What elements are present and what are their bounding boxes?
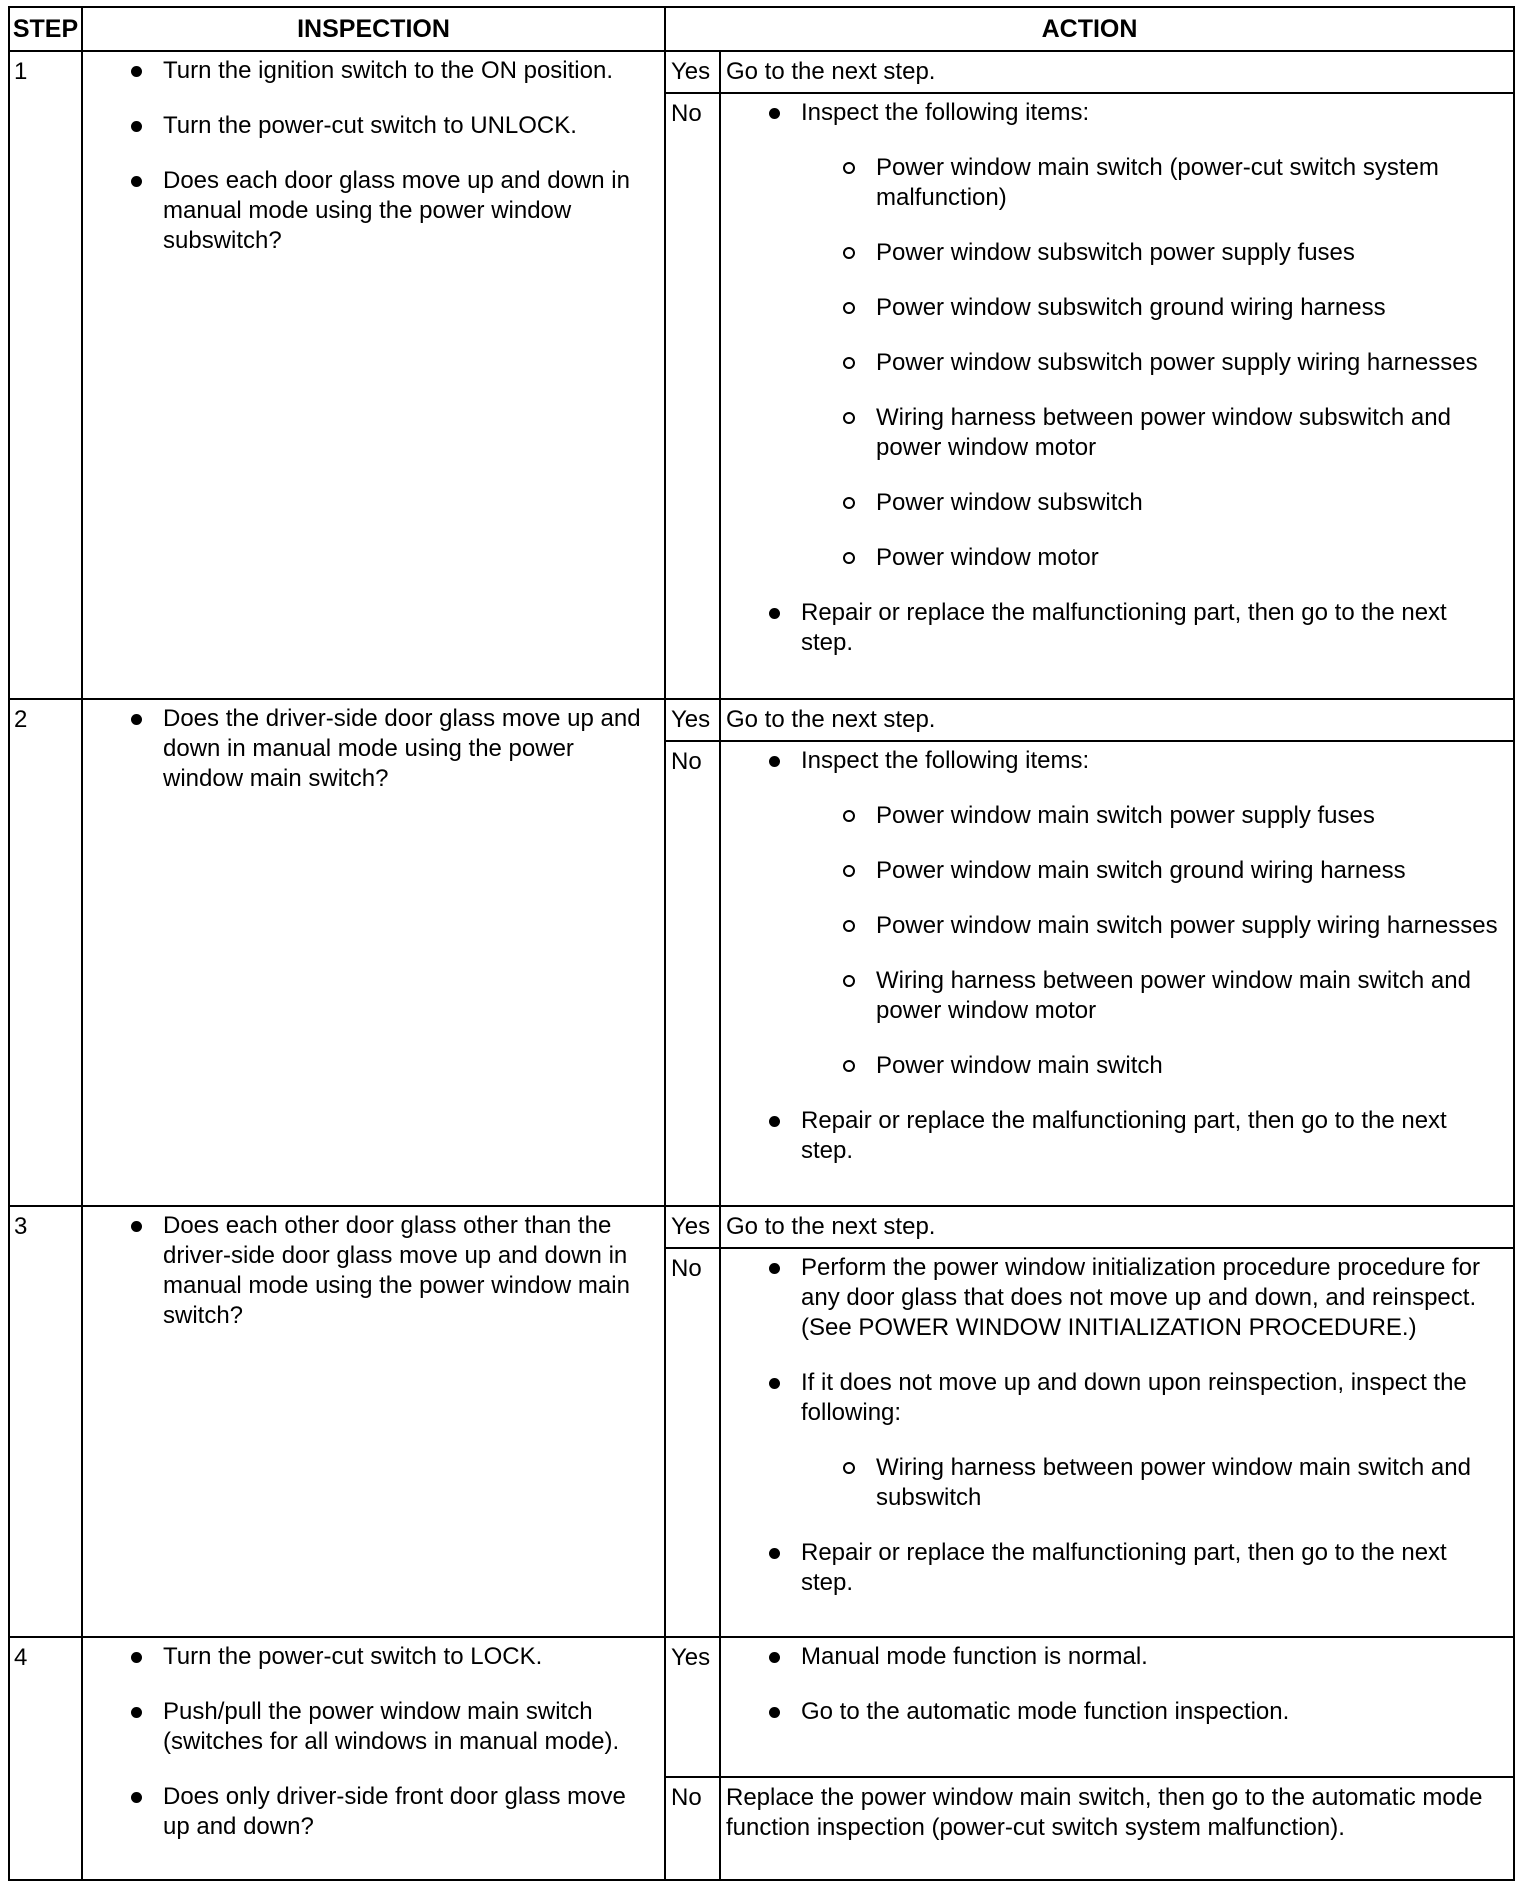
inspect-item: Power window main switch power supply fuses (801, 801, 1505, 831)
inspection-item: Does the driver-side door glass move up and down in manual mode using the power window main switch? (83, 704, 664, 794)
inspect-item: Power window main switch (power-cut switch system malfunction) (801, 153, 1505, 213)
action-item: If it does not move up and down upon reinspection, inspect the following: Wiring harness between power window main switch and subswitch (721, 1368, 1513, 1513)
diagnostic-table (8, 6, 1515, 1881)
header-step: STEP (9, 7, 82, 51)
step-2-no-action-list (721, 742, 1513, 1166)
inspect-item: Power window motor (801, 543, 1505, 573)
inspection-item: Turn the ignition switch to the ON position. (83, 56, 664, 86)
step-3-inspection (82, 1206, 665, 1637)
inspect-items-list (801, 801, 1505, 1081)
action-item: Go to the automatic mode function inspection. (721, 1697, 1513, 1727)
step-1-no-action (720, 93, 1514, 699)
step-4-number: 4 (9, 1637, 82, 1880)
step-2-number: 2 (9, 699, 82, 1206)
inspect-item: Wiring harness between power window main switch and subswitch (801, 1453, 1505, 1513)
step-3-no-action-list (721, 1249, 1513, 1598)
action-item: Manual mode function is normal. (721, 1642, 1513, 1672)
step-1-yes-row (9, 51, 1514, 93)
inspect-item: Power window main switch power supply wiring harnesses (801, 911, 1505, 941)
step-1-yes-action: Go to the next step. (720, 51, 1514, 93)
step-4-no-action: Replace the power window main switch, then go to the automatic mode function inspection (power-cut switch system malfunction). (720, 1777, 1514, 1880)
step-2-yes-row (9, 699, 1514, 741)
step-3-yes-label: Yes (665, 1206, 720, 1248)
step-1-inspection-list (83, 52, 664, 256)
step-4-yes-row (9, 1637, 1514, 1777)
step-2-yes-label: Yes (665, 699, 720, 741)
inspect-item: Power window subswitch (801, 488, 1505, 518)
step-4-inspection-list (83, 1638, 664, 1842)
step-2-no-action (720, 741, 1514, 1206)
step-2-no-label: No (665, 741, 720, 1206)
inspection-item: Does only driver-side front door glass move up and down? (83, 1782, 664, 1842)
step-2-inspection (82, 699, 665, 1206)
step-4-no-label: No (665, 1777, 720, 1880)
inspection-item: Push/pull the power window main switch (switches for all windows in manual mode). (83, 1697, 664, 1757)
inspect-item: Power window main switch ground wiring harness (801, 856, 1505, 886)
action-item: Repair or replace the malfunctioning part, then go to the next step. (721, 598, 1513, 658)
step-3-number: 3 (9, 1206, 82, 1637)
action-item: Inspect the following items: Power window main switch (power-cut switch system malfunction) Power window subswitch power supply fuses Power window subswitch ground wiring harness Power window subswitch power supply wiring harnesses Wiring harness between power window subswitch and power window motor Power window subswitch Power window motor (721, 98, 1513, 573)
action-item: Repair or replace the malfunctioning part, then go to the next step. (721, 1538, 1513, 1598)
step-2-yes-action: Go to the next step. (720, 699, 1514, 741)
step-2-inspection-list (83, 700, 664, 794)
step-1-inspection (82, 51, 665, 699)
step-4-yes-action (720, 1637, 1514, 1777)
inspect-item: Power window main switch (801, 1051, 1505, 1081)
inspect-items-list (801, 153, 1505, 573)
step-3-yes-action: Go to the next step. (720, 1206, 1514, 1248)
step-4-inspection (82, 1637, 665, 1880)
header-row (9, 7, 1514, 51)
inspect-item: Wiring harness between power window main switch and power window motor (801, 966, 1505, 1026)
action-item: Inspect the following items: Power window main switch power supply fuses Power window main switch ground wiring harness Power window main switch power supply wiring harnesses Wiring harness between power window main switch and power window motor Power window main switch (721, 746, 1513, 1081)
inspect-item: Power window subswitch power supply fuses (801, 238, 1505, 268)
step-1-yes-label: Yes (665, 51, 720, 93)
inspect-item: Wiring harness between power window subswitch and power window motor (801, 403, 1505, 463)
action-item: Perform the power window initialization procedure procedure for any door glass that does not move up and down, and reinspect. (See POWER WINDOW INITIALIZATION PROCEDURE.) (721, 1253, 1513, 1343)
inspect-item: Power window subswitch ground wiring harness (801, 293, 1505, 323)
step-3-no-action (720, 1248, 1514, 1637)
step-3-inspection-list (83, 1207, 664, 1331)
inspection-item: Turn the power-cut switch to LOCK. (83, 1642, 664, 1672)
step-3-no-label: No (665, 1248, 720, 1637)
header-action: ACTION (665, 7, 1514, 51)
step-1-no-action-list (721, 94, 1513, 658)
action-item: Repair or replace the malfunctioning part, then go to the next step. (721, 1106, 1513, 1166)
inspection-item: Does each other door glass other than the driver-side door glass move up and down in manual mode using the power window main switch? (83, 1211, 664, 1331)
header-inspection: INSPECTION (82, 7, 665, 51)
inspection-item: Does each door glass move up and down in manual mode using the power window subswitch? (83, 166, 664, 256)
inspect-item: Power window subswitch power supply wiring harnesses (801, 348, 1505, 378)
step-4-yes-label: Yes (665, 1637, 720, 1777)
step-4-yes-action-list (721, 1638, 1513, 1727)
step-3-yes-row (9, 1206, 1514, 1248)
inspection-item: Turn the power-cut switch to UNLOCK. (83, 111, 664, 141)
inspect-items-list (801, 1453, 1505, 1513)
step-1-no-label: No (665, 93, 720, 699)
step-1-number: 1 (9, 51, 82, 699)
